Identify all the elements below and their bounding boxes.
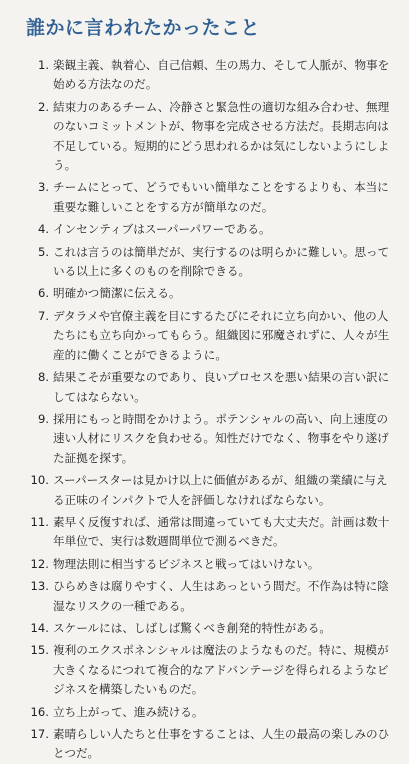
list-item-number: 3. [37, 180, 49, 195]
list-item-number: 14. [30, 620, 49, 635]
list-item-text: 複利のエクスポネンシャルは魔法のようなものだ。特に、規模が大きくなるにつれて複合的なアドバンテージを得られるようなビジネスを構築したいものだ。 [53, 643, 389, 697]
list-item [26, 307, 395, 365]
list-item [26, 471, 395, 510]
list-item [26, 56, 395, 95]
list-item-text: インセンティブはスーパーパワーである。 [53, 222, 271, 237]
list-item-number: 12. [30, 556, 49, 571]
list-item [26, 703, 395, 722]
list-item [26, 98, 395, 176]
list-item-text: 結果こそが重要なのであり、良いプロセスを悪い結果の言い訳にしてはならない。 [53, 370, 390, 404]
list-item-number: 10. [30, 473, 49, 488]
list-item-number: 11. [30, 514, 49, 529]
numbered-list [26, 56, 395, 764]
list-item-text: 物理法則に相当するビジネスと戦ってはいけない。 [53, 556, 320, 571]
list-item-number: 13. [30, 579, 49, 594]
list-item [26, 220, 395, 239]
list-item-text: デタラメや官僚主義を目にするたびにそれに立ち向かい、他の人たちにも立ち向かってもらう。組織図に邪魔されずに、人々が生産的に働くことができるように。 [53, 308, 390, 362]
list-item-text: 結束力のあるチーム、冷静さと緊急性の適切な組み合わせ、無理のないコミットメントが、物事を完成させる方法だ。長期志向は不足している。短期的にどう思われるかは気にしないようにしよう。 [53, 99, 390, 173]
list-item-text: 立ち上がって、進み続ける。 [53, 704, 204, 719]
list-item [26, 641, 395, 699]
list-item [26, 555, 395, 574]
list-item-number: 8. [37, 370, 49, 385]
list-item-number: 4. [37, 222, 49, 237]
list-item [26, 243, 395, 282]
list-item-text: 楽観主義、執着心、自己信頼、生の馬力、そして人脈が、物事を始める方法なのだ。 [53, 58, 390, 92]
list-item [26, 410, 395, 468]
list-item-number: 2. [37, 99, 49, 114]
list-item-text: 採用にもっと時間をかけよう。ポテンシャルの高い、向上速度の速い人材にリスクを負わせる。知性だけでなく、物事をやり遂げた証拠を探す。 [53, 411, 389, 465]
list-item-text: スーパースターは見かけ以上に価値があるが、組織の業績に与える正味のインパクトで人を評価しなければならない。 [53, 473, 388, 507]
list-item-number: 15. [30, 643, 49, 658]
list-item-number: 9. [37, 411, 49, 426]
list-item [26, 284, 395, 303]
list-item [26, 577, 395, 616]
page-title: 誰かに言われたかったこと [26, 17, 261, 39]
list-item-number: 17. [30, 727, 49, 741]
list-item-text: スケールには、しばしば驚くべき創発的特性がある。 [53, 620, 332, 635]
list-item-text: これは言うのは簡単だが、実行するのは明らかに難しい。思っている以上に多くのものを削除できる。 [53, 244, 390, 279]
list-item [26, 725, 395, 764]
list-item-text: 素早く反復すれば、通常は間違っていても大丈夫だ。計画は数十年単位で、実行は数週間単位で測るべきだ。 [53, 514, 390, 549]
list-item-text: ひらめきは腐りやすく、人生はあっという間だ。不作為は特に陰湿なリスクの一種である。 [53, 579, 389, 613]
list-item-text: 明確かつ簡潔に伝える。 [53, 286, 181, 301]
list-item-number: 1. [37, 58, 49, 72]
list-item [26, 368, 395, 407]
list-item-number: 7. [37, 308, 49, 323]
list-item [26, 178, 395, 217]
list-item-text: チームにとって、どうでもいい簡単なことをするよりも、本当に重要な難しいことをする方が簡単なのだ。 [53, 180, 389, 214]
list-item [26, 619, 395, 638]
list-item-number: 16. [30, 704, 49, 719]
list-item-text: 素晴らしい人たちと仕事をすることは、人生の最高の楽しみのひとつだ。 [53, 727, 390, 761]
list-item-number: 6. [37, 286, 49, 301]
list-item-number: 5. [37, 244, 49, 259]
list-item [26, 513, 395, 552]
